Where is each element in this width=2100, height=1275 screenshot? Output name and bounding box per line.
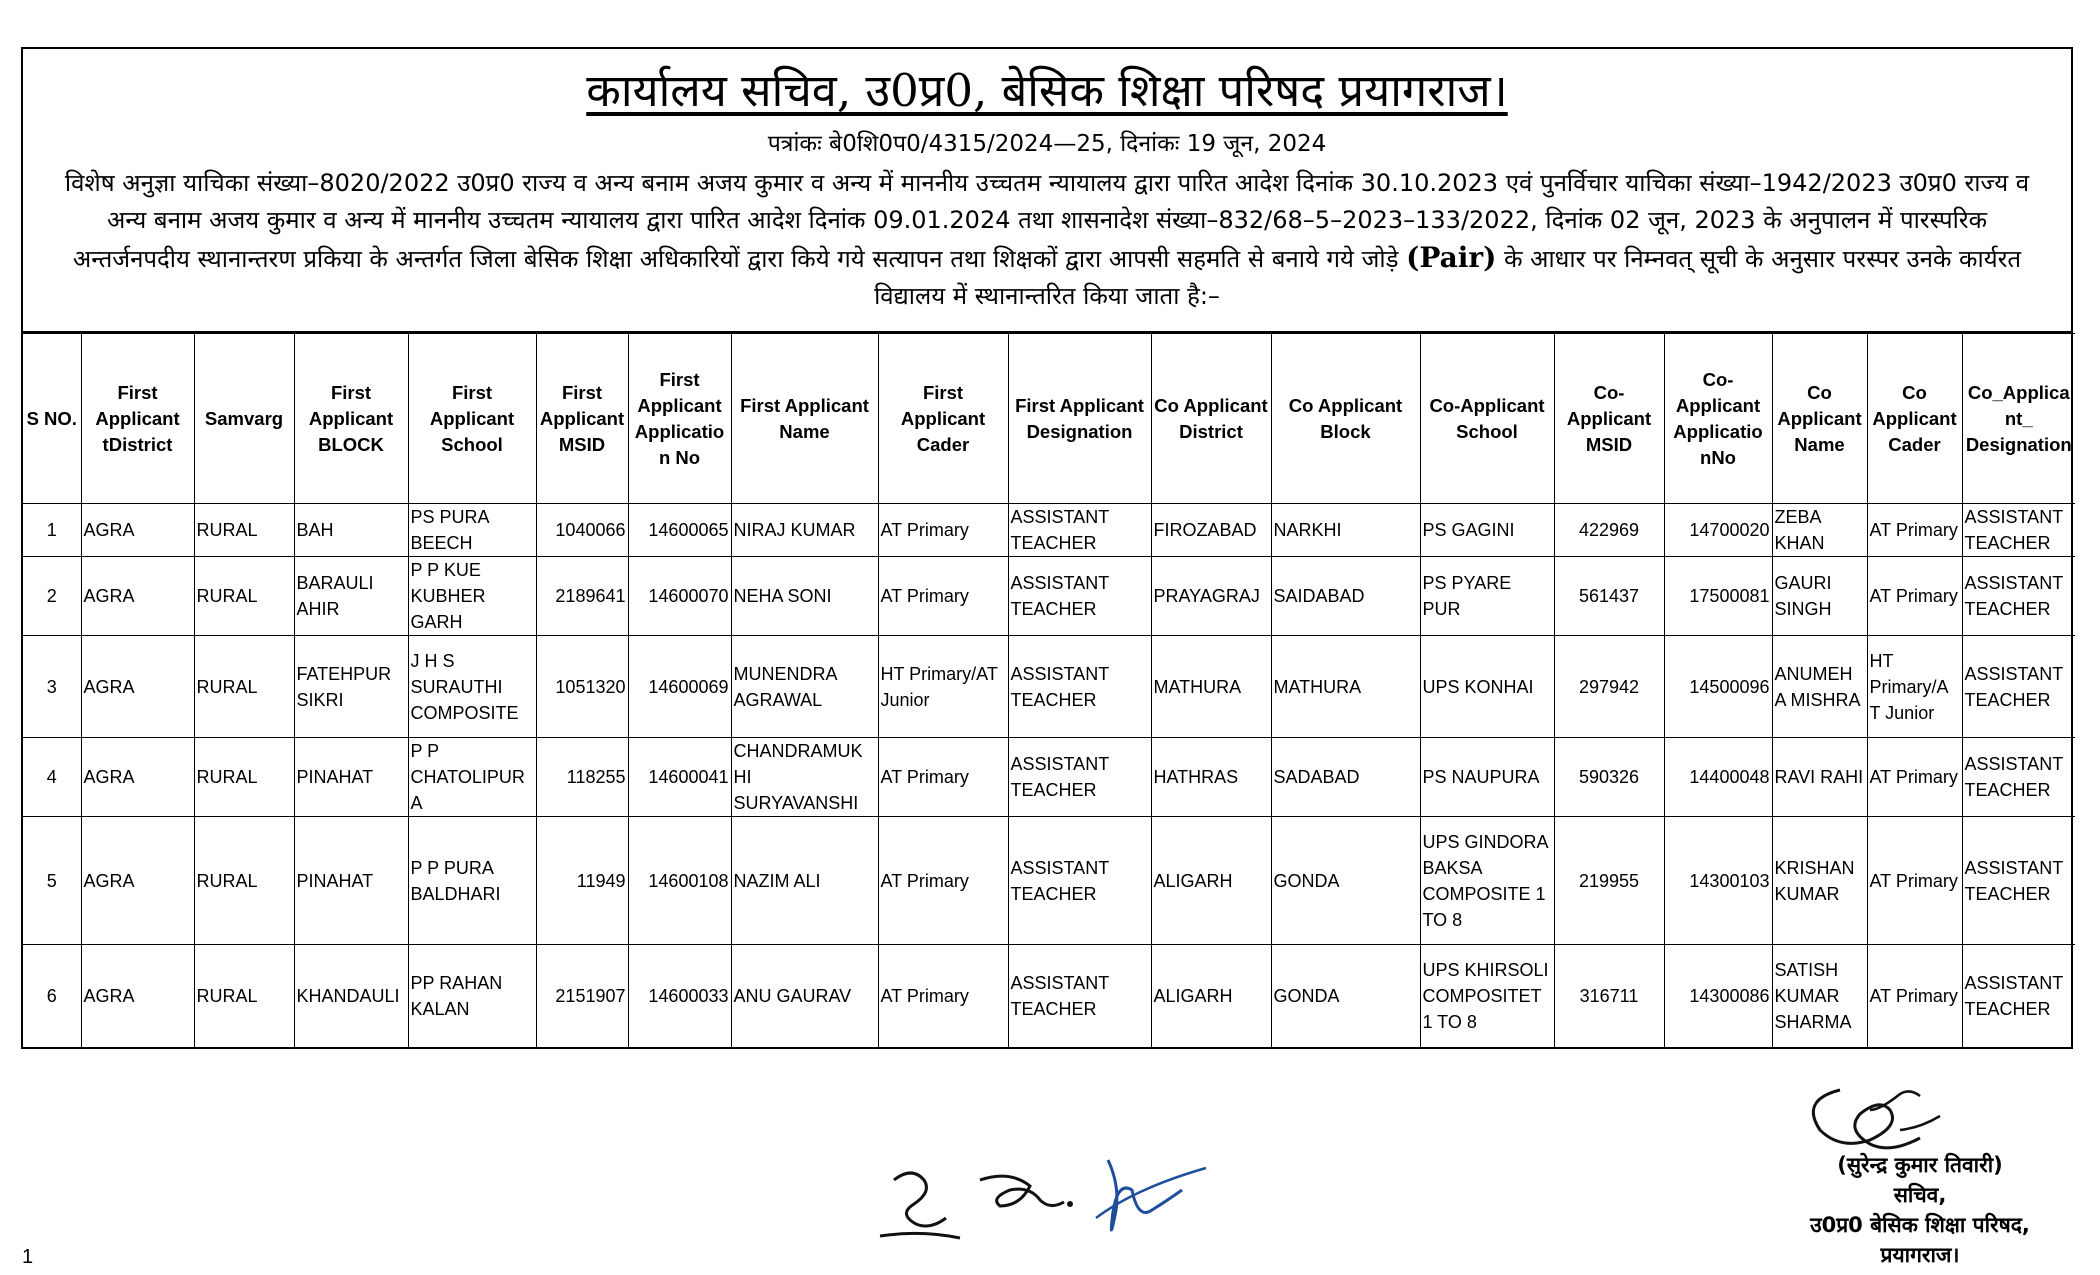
table-cell: PINAHAT: [294, 738, 408, 817]
table-cell: AT Primary: [878, 945, 1008, 1047]
column-header: Co Applicant Block: [1271, 334, 1420, 504]
table-cell: ANUMEH A MISHRA: [1772, 636, 1867, 738]
table-cell: 3: [23, 636, 81, 738]
table-cell: NIRAJ KUMAR: [731, 504, 878, 557]
column-header: First Applicant Name: [731, 334, 878, 504]
order-paragraph: [23, 159, 2071, 315]
table-cell: ASSISTANT TEACHER: [1962, 557, 2075, 636]
table-cell: CHANDRAMUK HI SURYAVANSHI: [731, 738, 878, 817]
signatory-name: (सुरेन्द्र कुमार तिवारी): [1837, 1153, 2003, 1177]
column-header: First Applicant MSID: [536, 334, 628, 504]
table-cell: MUNENDRA AGRAWAL: [731, 636, 878, 738]
table-cell: P P PURA BALDHARI: [408, 817, 536, 945]
column-header: Co Applicant Cader: [1867, 334, 1962, 504]
table-cell: AT Primary: [878, 738, 1008, 817]
table-cell: 14700020: [1664, 504, 1772, 557]
table-cell: SADABAD: [1271, 738, 1420, 817]
table-cell: HATHRAS: [1151, 738, 1271, 817]
table-cell: KHANDAULI: [294, 945, 408, 1047]
table-cell: BAH: [294, 504, 408, 557]
table-cell: AGRA: [81, 557, 194, 636]
table-row: [23, 945, 2075, 1047]
table-cell: RURAL: [194, 738, 294, 817]
table-cell: PS PURA BEECH: [408, 504, 536, 557]
table-cell: NARKHI: [1271, 504, 1420, 557]
table-cell: ASSISTANT TEACHER: [1962, 636, 2075, 738]
table-cell: P P CHATOLIPUR A: [408, 738, 536, 817]
table-cell: ASSISTANT TEACHER: [1008, 636, 1151, 738]
table-cell: 316711: [1554, 945, 1664, 1047]
table-cell: NEHA SONI: [731, 557, 878, 636]
transfer-table: [23, 333, 2075, 1047]
table-cell: RURAL: [194, 817, 294, 945]
table-cell: AT Primary: [1867, 557, 1962, 636]
table-cell: FIROZABAD: [1151, 504, 1271, 557]
column-header: First Applicant School: [408, 334, 536, 504]
table-cell: RURAL: [194, 945, 294, 1047]
table-cell: 14600108: [628, 817, 731, 945]
table-cell: AGRA: [81, 817, 194, 945]
signatory-post: सचिव,: [1893, 1183, 1947, 1207]
table-cell: 1040066: [536, 504, 628, 557]
table-cell: 2189641: [536, 557, 628, 636]
column-header: Samvarg: [194, 334, 294, 504]
table-body: [23, 504, 2075, 1047]
table-cell: ASSISTANT TEACHER: [1008, 738, 1151, 817]
table-cell: J H S SURAUTHI COMPOSITE: [408, 636, 536, 738]
table-cell: 422969: [1554, 504, 1664, 557]
table-cell: AGRA: [81, 504, 194, 557]
table-cell: 14500096: [1664, 636, 1772, 738]
handwritten-signature-left: [870, 1140, 1230, 1260]
table-cell: AT Primary: [1867, 504, 1962, 557]
table-cell: 14600033: [628, 945, 731, 1047]
table-cell: 17500081: [1664, 557, 1772, 636]
table-cell: ZEBA KHAN: [1772, 504, 1867, 557]
table-cell: ANU GAURAV: [731, 945, 878, 1047]
table-cell: PRAYAGRAJ: [1151, 557, 1271, 636]
table-cell: 4: [23, 738, 81, 817]
table-cell: 14600070: [628, 557, 731, 636]
column-header: First Applicant Designation: [1008, 334, 1151, 504]
signatory-place: प्रयागराज।: [1880, 1243, 1960, 1267]
table-cell: 1: [23, 504, 81, 557]
table-cell: 14600041: [628, 738, 731, 817]
table-cell: 219955: [1554, 817, 1664, 945]
table-cell: PS NAUPURA: [1420, 738, 1554, 817]
table-cell: 14600069: [628, 636, 731, 738]
table-cell: KRISHAN KUMAR: [1772, 817, 1867, 945]
table-cell: PINAHAT: [294, 817, 408, 945]
table-cell: UPS GINDORA BAKSA COMPOSITE 1 TO 8: [1420, 817, 1554, 945]
column-header: Co Applicant Name: [1772, 334, 1867, 504]
table-cell: AT Primary: [878, 817, 1008, 945]
table-cell: ASSISTANT TEACHER: [1008, 945, 1151, 1047]
order-paragraph-end: के आधार पर निम्नवत् सूची के अनुसार परस्पर उनके कार्यरत विद्यालय में स्थानान्तरित किया जाता है:–: [874, 245, 2022, 310]
column-header: Co-Applicant School: [1420, 334, 1554, 504]
table-cell: P P KUE KUBHER GARH: [408, 557, 536, 636]
table-row: [23, 817, 2075, 945]
table-cell: PS GAGINI: [1420, 504, 1554, 557]
table-cell: 5: [23, 817, 81, 945]
column-header: S NO.: [23, 334, 81, 504]
table-cell: PS PYARE PUR: [1420, 557, 1554, 636]
table-cell: AGRA: [81, 636, 194, 738]
order-paragraph-text: विशेष अनुज्ञा याचिका संख्या–8020/2022 उ0प्र0 राज्य व अन्य बनाम अजय कुमार व अन्य में माननीय उच्चतम न्यायालय द्वारा पारित आदेश दिनांक 30.10.2023 एवं पुनर्विचार याचिका संख्या–1942/2023 उ0प्र0 राज्य व अन्य बनाम अजय कुमार व अन्य में माननीय उच्चतम न्यायालय द्वारा पारित आदेश दिनांक 09.01.2024 तथा शासनादेश संख्या–832/68–5–2023–133/2022, दिनांक 02 जून, 2023 के अनुपालन में पारस्परिक अन्तर्जनपदीय स्थानान्तरण प्रकिया के अन्तर्गत जिला बेसिक शिक्षा अधिकारियों द्वारा किये गये सत्यापन तथा शिक्षकों द्वारा आपसी सहमति से बनाये गये जोड़े: [64, 169, 2030, 273]
column-header: First Applicant BLOCK: [294, 334, 408, 504]
table-cell: ASSISTANT TEACHER: [1962, 817, 2075, 945]
column-header: Co- Applicant Applicatio nNo: [1664, 334, 1772, 504]
table-cell: AT Primary: [1867, 738, 1962, 817]
column-header: First Applicant tDistrict: [81, 334, 194, 504]
column-header: Co- Applicant MSID: [1554, 334, 1664, 504]
table-row: [23, 504, 2075, 557]
office-title-text: कार्यालय सचिव, उ0प्र0, बेसिक शिक्षा परिषद प्रयागराज।: [586, 64, 1508, 117]
table-cell: RURAL: [194, 504, 294, 557]
table-cell: HT Primary/A T Junior: [1867, 636, 1962, 738]
table-cell: ASSISTANT TEACHER: [1008, 504, 1151, 557]
page-number: 1: [22, 1246, 34, 1268]
table-cell: ASSISTANT TEACHER: [1962, 504, 2075, 557]
table-cell: HT Primary/AT Junior: [878, 636, 1008, 738]
table-cell: SAIDABAD: [1271, 557, 1420, 636]
column-header: First Applicant Applicatio n No: [628, 334, 731, 504]
table-row: [23, 557, 2075, 636]
pair-term: (Pair): [1406, 241, 1497, 274]
table-cell: BARAULI AHIR: [294, 557, 408, 636]
document-frame: [21, 47, 2073, 1049]
table-cell: RURAL: [194, 636, 294, 738]
table-cell: 2151907: [536, 945, 628, 1047]
column-header: Co_Applica nt_ Designation: [1962, 334, 2075, 504]
header-row: [23, 334, 2075, 504]
table-cell: 11949: [536, 817, 628, 945]
table-cell: RURAL: [194, 557, 294, 636]
table-cell: 14600065: [628, 504, 731, 557]
table-cell: 14300086: [1664, 945, 1772, 1047]
table-cell: MATHURA: [1271, 636, 1420, 738]
table-cell: ALIGARH: [1151, 817, 1271, 945]
table-cell: ALIGARH: [1151, 945, 1271, 1047]
table-cell: 118255: [536, 738, 628, 817]
table-cell: PP RAHAN KALAN: [408, 945, 536, 1047]
table-cell: GONDA: [1271, 817, 1420, 945]
table-cell: UPS KONHAI: [1420, 636, 1554, 738]
table-cell: SATISH KUMAR SHARMA: [1772, 945, 1867, 1047]
table-cell: AGRA: [81, 945, 194, 1047]
table-cell: MATHURA: [1151, 636, 1271, 738]
table-cell: ASSISTANT TEACHER: [1008, 557, 1151, 636]
table-cell: 1051320: [536, 636, 628, 738]
table-cell: AT Primary: [1867, 945, 1962, 1047]
table-cell: 561437: [1554, 557, 1664, 636]
table-cell: FATEHPUR SIKRI: [294, 636, 408, 738]
table-cell: RAVI RAHI: [1772, 738, 1867, 817]
table-cell: 14300103: [1664, 817, 1772, 945]
column-header: Co Applicant District: [1151, 334, 1271, 504]
signatory-block: [1760, 1150, 2080, 1270]
table-cell: AGRA: [81, 738, 194, 817]
table-cell: GAURI SINGH: [1772, 557, 1867, 636]
table-cell: NAZIM ALI: [731, 817, 878, 945]
table-cell: 590326: [1554, 738, 1664, 817]
table-cell: AT Primary: [878, 504, 1008, 557]
table-header: [23, 334, 2075, 504]
table-row: [23, 636, 2075, 738]
table-cell: ASSISTANT TEACHER: [1962, 945, 2075, 1047]
table-row: [23, 738, 2075, 817]
table-cell: GONDA: [1271, 945, 1420, 1047]
table-cell: 297942: [1554, 636, 1664, 738]
column-header: First Applicant Cader: [878, 334, 1008, 504]
table-cell: AT Primary: [878, 557, 1008, 636]
table-cell: 2: [23, 557, 81, 636]
table-cell: ASSISTANT TEACHER: [1008, 817, 1151, 945]
signatory-office: उ0प्र0 बेसिक शिक्षा परिषद,: [1810, 1213, 2030, 1237]
table-cell: 6: [23, 945, 81, 1047]
table-cell: 14400048: [1664, 738, 1772, 817]
document-header: [23, 49, 2071, 333]
reference-line: पत्रांकः बे0शि0प0/4315/2024—25, दिनांकः 19 जून, 2024: [767, 131, 1327, 157]
office-title: [23, 49, 2071, 119]
table-cell: UPS KHIRSOLI COMPOSITET 1 TO 8: [1420, 945, 1554, 1047]
table-cell: ASSISTANT TEACHER: [1962, 738, 2075, 817]
table-cell: AT Primary: [1867, 817, 1962, 945]
